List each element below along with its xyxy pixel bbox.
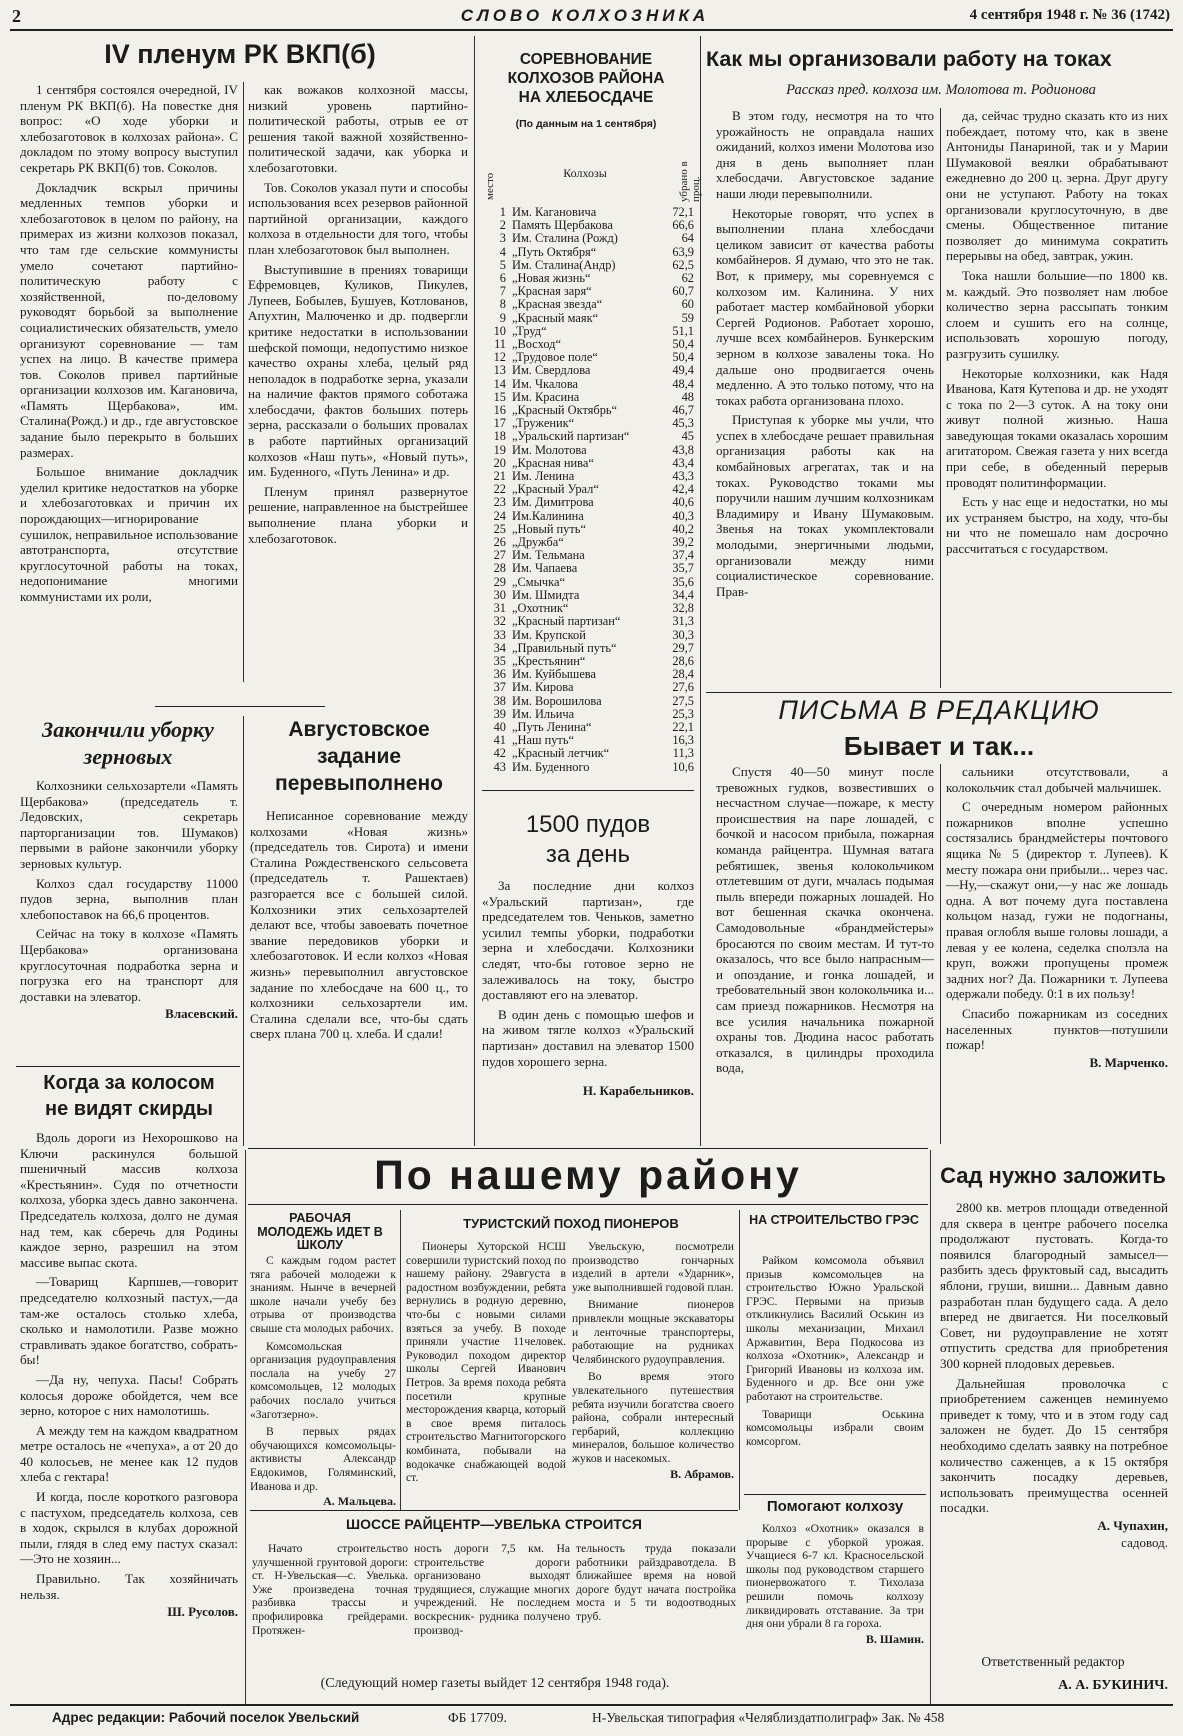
zakonchili-title: Закончили уборку зерновых	[42, 717, 214, 769]
competition-title-line: НА ХЛЕБОСДАЧЕ	[518, 89, 654, 106]
paragraph: —Товарищ Карпшев,—говорит председателю колхозный пастух,—да там-же осталось столько хлеба, сколько и намолотили. Разве можно стравливать эдакое богатство, собрать-бы!	[20, 1274, 238, 1368]
table-row	[482, 615, 694, 628]
competition-title-line: СОРЕВНОВАНИЕ	[519, 51, 653, 68]
row-value: 35,7	[672, 561, 694, 576]
row-place: 2	[499, 218, 506, 233]
row-name: Им.Калинина	[512, 508, 584, 523]
pudov-title-line: за день	[545, 841, 631, 868]
row-place: 12	[493, 350, 506, 365]
row-place: 26	[493, 535, 506, 550]
paragraph: Большое внимание докладчик уделил критике недостатков на уборке и хлебозаготовках и причин их порождающих—игнорирование сушилок, неправильное использование автотранспорта, отсутствие круглосуточной работы на токах, недопонимание многими коммунистами их роли,	[20, 464, 238, 604]
table-row	[482, 695, 694, 708]
row-name: Им. Ильича	[512, 706, 575, 721]
pudov-body	[482, 878, 694, 1148]
shosse-title: ШОССЕ РАЙЦЕНТР—УВЕЛЬКА СТРОИТСЯ	[346, 1516, 642, 1532]
row-place: 32	[493, 614, 506, 629]
column-rule	[243, 716, 244, 1146]
pomogayut-title: Помогают колхозу	[766, 1498, 904, 1515]
row-name: Им. Кагановича	[512, 205, 597, 219]
row-place: 3	[499, 231, 506, 246]
footer-address: Адрес редакции: Рабочий поселок Увельский	[52, 1710, 360, 1725]
row-place: 8	[499, 297, 506, 312]
column-rule	[245, 1150, 246, 1705]
row-name: Им. Сталина(Андр)	[512, 257, 616, 272]
signature: А. Чупахин,	[1097, 1517, 1168, 1533]
row-value: 48	[681, 389, 694, 404]
plenum-title: IV пленум РК ВКП(б)	[104, 39, 376, 69]
sad-body	[940, 1200, 1168, 1640]
paragraph: Комсомольская организация рудоуправления послала на учебу 27 комсомольцев, 12 молодых рабочих послало учиться «Заготзерно».	[250, 1339, 396, 1421]
column-rule	[474, 36, 475, 1146]
row-value: 22,1	[672, 719, 694, 734]
competition-title-line: КОЛХОЗОВ РАЙОНА	[507, 70, 665, 87]
section-rule	[706, 692, 1172, 693]
row-value: 11,3	[672, 746, 694, 761]
section-rule	[155, 706, 325, 707]
header-rule	[10, 29, 1173, 31]
paragraph: Внимание пионеров привлекли мощные экскаваторы и ленточные транспортеры, работающие на рудниках Челябинского рудоуправления.	[572, 1298, 734, 1366]
pudov-title	[480, 810, 696, 874]
column-rule	[739, 1210, 740, 1510]
row-value: 48,4	[672, 376, 694, 391]
signature: В. Шамин.	[865, 1631, 924, 1646]
row-name: „Охотник“	[512, 601, 569, 616]
table-row	[482, 576, 694, 589]
row-name: Им. Ворошилова	[512, 693, 602, 708]
row-name: „Новый путь“	[512, 521, 586, 536]
gres-title: НА СТРОИТЕЛЬСТВО ГРЭС	[749, 1213, 919, 1227]
row-name: „Восход“	[512, 337, 561, 352]
row-name: Им. Шмидта	[512, 587, 580, 602]
paragraph: Начато строительство улучшенной грунтовой дороги: ст. Н-Увельская—с. Увелька. Уже произведена точная разбивка трассы и профилировка грейдерами. Протяжен-	[252, 1542, 408, 1637]
row-value: 27,5	[672, 693, 694, 708]
row-place: 30	[493, 587, 506, 602]
paragraph: С каждым годом растет тяга рабочей молодежи к знаниям. Нынче в вечерней школе начали учебу без отрыва от производства свыше ста молодых рабочих.	[250, 1254, 396, 1335]
row-value: 50,4	[672, 337, 694, 352]
row-place: 41	[493, 733, 506, 748]
row-value: 34,4	[672, 587, 694, 602]
shosse-col1	[252, 1542, 408, 1662]
table-row	[482, 747, 694, 760]
row-place: 15	[493, 389, 506, 404]
row-place: 22	[493, 482, 506, 497]
table-row	[482, 681, 694, 694]
row-place: 14	[493, 376, 506, 391]
row-place: 42	[493, 746, 506, 761]
row-name: „Красная звезда“	[512, 297, 603, 312]
rayon-header: По нашему району	[374, 1152, 802, 1198]
col-header-name: Колхозы	[563, 166, 607, 180]
row-value: 42,4	[672, 482, 694, 497]
row-place: 9	[499, 310, 506, 325]
paragraph: Пленум принял развернутое решение, направленное на быстрейшее выполнение плана уборки и хлебозаготовок.	[248, 483, 468, 546]
paragraph: —Да ну, чепуха. Пасы! Собрать колосья дороже обойдется, чем все зерно, которое с них намолотишь.	[20, 1371, 238, 1419]
turist-title: ТУРИСТСКИЙ ПОХОД ПИОНЕРОВ	[463, 1216, 679, 1231]
row-name: Им. Чкалова	[512, 376, 579, 391]
table-row	[482, 642, 694, 655]
row-value: 30,3	[672, 627, 694, 642]
skirdy-title-line: не видят скирды	[45, 1098, 213, 1120]
row-name: „Красный летчик“	[512, 746, 610, 761]
row-place: 36	[493, 667, 506, 682]
row-value: 35,6	[672, 574, 694, 589]
shosse-col3	[576, 1542, 736, 1662]
competition-title	[480, 50, 692, 110]
row-value: 49,4	[672, 363, 694, 378]
row-value: 31,3	[672, 614, 694, 629]
row-name: „Труд“	[512, 323, 547, 338]
row-name: Им. Димитрова	[512, 495, 594, 510]
table-row	[482, 444, 694, 457]
column-rule	[700, 36, 701, 1146]
row-place: 29	[493, 574, 506, 589]
paragraph: Вдоль дороги из Нехорошково на Ключи раскинулся большой пшеничный массив колхоза «Крестьянин». Судя по отчетности колхоза, уборка здесь давно закончена. Председатель колхоза, долго не думая над тем, как сберечь для Родины каждое зерно, разрешил на этом массиве выпас скота.	[20, 1130, 238, 1270]
row-place: 20	[493, 455, 506, 470]
table-row	[482, 496, 694, 509]
section-rule	[250, 1510, 738, 1511]
signature-role: садовод.	[1121, 1535, 1168, 1551]
row-name: Им. Чапаева	[512, 561, 578, 576]
paragraph: Тов. Соколов указал пути и способы использования всех резервов районной партийной организации, каждого колхоза в отдельности для того, чтобы план хлебозаготовок был выполнен.	[248, 179, 468, 257]
section-rule	[248, 1148, 928, 1149]
paragraph: 2800 кв. метров площади отведенной для сквера в центре рабочего поселка продолжают пустовать. Когда-то появился благородный замысел—разбить здесь фруктовый сад, высадить яблони, груши, вишни... Давным давно разработан план будущего сада. А дело вперед не двигается. Ни поселковый Совет, ни рудоуправление не хотят отпустить средства для приобретения 300 корней плодовых деревьев.	[940, 1200, 1168, 1371]
row-name: „Красная нива“	[512, 455, 594, 470]
row-name: „Путь Октября“	[512, 244, 597, 259]
col-header-value: убрано в проц.	[678, 161, 702, 202]
paragraph: тельность труда показали работники райздравотдела. В ближайшее время на новой дороге будут начата постройка моста и 5 ти водоотводных труб.	[576, 1542, 736, 1623]
toka-title: Как мы организовали работу на токах	[706, 47, 1112, 71]
paragraph: С очередным номером районных пожарников вполне успешно состязались брандмейстеры почтового ящика № 5 (директор т. Лупеев). К месту пожара они прибыли... через час.—Ну,—скажут они,—у нас же лошадь одна. А вот почему дуга поставлена кольцом назад, гужи не подогнаны, правая оглобля выше головы лошади, а левая у ее колена, седелка сползла на круп, вожжи пропущены промеж задних ног? Да. Пожарники т. Лупеева одержали победу. 0:1 в их пользу!	[946, 799, 1168, 1002]
paragraph: И когда, после короткого разговора с пастухом, председатель колхоза, сев в ходок, скрылся в клубах дорожной пыли, глядя в след ему пастух сказал:—Это не хозяин...	[20, 1489, 238, 1567]
row-name: „Красный Урал“	[512, 482, 599, 497]
table-row	[482, 510, 694, 523]
row-place: 13	[493, 363, 506, 378]
toka-subtitle: Рассказ пред. колхоза им. Молотова т. Родионова	[786, 82, 1096, 98]
row-value: 60,7	[672, 284, 694, 299]
column-rule	[243, 82, 244, 682]
table-row	[482, 298, 694, 311]
byvaet-col2	[946, 764, 1168, 1148]
paragraph: Райком комсомола объявил призыв комсомольцев на строительство Южно Уральской ГРЭС. Первыми на призыв откликнулись Василий Оськин из школы механизации, Михаил Аржавитин, Вера Подкосова из колхоза «Охотник», Александр и Григорий Ивановы из колхоза им. Буденного и др. Все они уже работают на строительстве.	[746, 1254, 924, 1403]
row-name: Им. Ленина	[512, 469, 575, 484]
paragraph: Некоторые колхозники, как Надя Иванова, Катя Кутепова и др. не уходят с тока по 2—3 суток. А на току они живут полной жизнью. Наша заведующая токами оказалась хорошим агитатором. Свежая газета у них всегда при себе, в обеденный перерыв проводят политинформации.	[946, 365, 1168, 490]
row-place: 28	[493, 561, 506, 576]
section-rule	[744, 1494, 926, 1495]
row-place: 40	[493, 719, 506, 734]
pomogayut-body	[746, 1522, 924, 1672]
paragraph: Спустя 40—50 минут после тревожных гудков, возвестивших о несчастном случае—пожаре, к месту происшествия на паре лошадей, с бочкой и насосом прибыла, пожарная команда райцентра. Шумная ватага ребятишек, звенья колокольчиком отлетевшим от дуги, мчалась подымая пыль впереди пожарных лошадей. Но вот бешенная скачка окончена. Самодовольные «брандмейстеры» бросаются по своим местам. И тут-то оказалось, что все было напрасным—и опоздание, и гонка лошадей, и требовательный звон колокольчика и... сам приезд пожарников. Несмотря на все усилия начальника пожарной охраны тов. Дюдина насос работать отказался, в цилиндры проходила вода,	[716, 764, 934, 1076]
letters-header: ПИСЬМА В РЕДАКЦИЮ	[778, 695, 1100, 725]
row-name: „Путь Ленина“	[512, 719, 592, 734]
shosse-col2	[414, 1542, 570, 1662]
row-place: 11	[494, 337, 506, 352]
page-number: 2	[12, 6, 21, 26]
competition-subtitle: (По данным на 1 сентября)	[515, 118, 657, 130]
row-place: 33	[493, 627, 506, 642]
col-header-place: место	[484, 172, 496, 200]
row-place: 18	[493, 429, 506, 444]
row-name: Им. Кирова	[512, 680, 574, 695]
row-name: „Дружба“	[512, 535, 564, 550]
column-rule	[930, 1150, 931, 1705]
row-name: Им. Крупской	[512, 627, 586, 642]
skirdy-title-line: Когда за колосом	[43, 1072, 215, 1094]
signature: Ш. Русолов.	[167, 1604, 238, 1620]
row-value: 10,6	[672, 759, 694, 774]
table-row	[482, 246, 694, 259]
column-rule	[940, 764, 941, 1144]
row-name: Им. Сталина (Рожд)	[512, 231, 618, 246]
row-name: Им. Красина	[512, 389, 580, 404]
row-place: 25	[493, 521, 506, 536]
row-name: „Трудовое поле“	[512, 350, 598, 365]
footer-code: ФБ 17709.	[448, 1710, 507, 1725]
row-name: „Уральский партизан“	[512, 429, 630, 444]
row-value: 32,8	[672, 601, 694, 616]
row-place: 4	[499, 244, 506, 259]
row-value: 43,3	[672, 469, 694, 484]
row-value: 66,6	[672, 218, 694, 233]
paragraph: Колхоз «Охотник» оказался в прорыве с уборкой урожая. Учащиеся 6-7 кл. Красносельской школы под руководством старшего пионервожатого т. Тихолаза решили помочь колхозу ликвидировать отставание. За три дня они убрали 8 га гороха.	[746, 1522, 924, 1631]
row-place: 7	[499, 284, 506, 299]
row-name: Память Щербакова	[512, 218, 613, 233]
section-rule	[16, 1066, 240, 1067]
row-value: 43,8	[672, 442, 694, 457]
table-row	[482, 629, 694, 642]
row-value: 63,9	[672, 244, 694, 259]
table-row	[482, 562, 694, 575]
row-name: „Правильный путь“	[512, 640, 617, 655]
row-name: „Красный маяк“	[512, 310, 599, 325]
column-rule	[940, 108, 941, 688]
paragraph: сальники отсутствовали, а колокольчик стал добычей мальчишек.	[946, 764, 1168, 795]
competition-rows	[482, 206, 694, 774]
section-rule	[482, 790, 694, 791]
row-value: 25,3	[672, 706, 694, 721]
row-value: 27,6	[672, 680, 694, 695]
row-name: „Смычка“	[512, 574, 565, 589]
row-value: 28,4	[672, 667, 694, 682]
paragraph: 1 сентября состоялся очередной, IV пленум РК ВКП(б). На повестке дня вопрос: «О ходе уборки и хлебозаготовок в колхозах района». С докладом по этому вопросу выступил секретарь РК ВКП(б) тов. Соколов.	[20, 82, 238, 175]
row-name: „Красный Октябрь“	[512, 403, 618, 418]
row-value: 62,5	[672, 257, 694, 272]
row-place: 10	[493, 323, 506, 338]
molodezh-body	[250, 1254, 396, 1514]
avgust-title: Августовское задание перевыполнено	[275, 718, 443, 795]
row-value: 46,7	[672, 403, 694, 418]
paragraph: ность дороги 7,5 км. На строительстве дороги организовано выходят трудящиеся, служащие многих учреждений. Не последнем воскресник- рудника получено производ-	[414, 1542, 570, 1637]
row-name: „Крестьянин“	[512, 653, 586, 668]
row-place: 21	[493, 469, 506, 484]
row-place: 19	[493, 442, 506, 457]
row-value: 40,3	[672, 508, 694, 523]
row-value: 64	[681, 231, 694, 246]
editor-name: А. А. БУКИНИЧ.	[1058, 1678, 1168, 1693]
row-name: „Красная заря“	[512, 284, 592, 299]
table-row	[482, 708, 694, 721]
paragraph: Выступившие в прениях товарищи Ефремовцев, Куликов, Пикулев, Лупеев, Бобылев, Бушуев, Котлованов, Апухтин, Малюченко и др. подвергли критике недостатки в использовании шефской помощи, недопустимо низкое качество охраны хлеба, целый ряд неполадок в подработке зерна, указали на наличие фактов прямого соботажа хлебосдачи, фактов больших потерь зерна, рассказали о больших провалах в работе партийных организаций колхозов «Наш путь», «Новый путь», им. Буденного, «Путь Ленина» и др.	[248, 261, 468, 480]
masthead: СЛОВО КОЛХОЗНИКА	[460, 6, 710, 25]
row-name: Им. Буденного	[512, 759, 590, 774]
zakonchili-body	[20, 778, 238, 1058]
paragraph: Тока нашли большие—по 1800 кв. м. каждый. Это позволяет нам любое количество зерна рассыпать тонким слоем и сушить его на солнце, использовать хорошую погоду, разгрузить сушилку.	[946, 267, 1168, 361]
row-place: 16	[493, 403, 506, 418]
row-place: 37	[493, 680, 506, 695]
paragraph: В один день с помощью шефов и на живом тягле колхоз «Уральский партизан» доставил на элеватор 1500 пудов хорошего зерна.	[482, 1006, 694, 1069]
paragraph: Есть у нас еще и недостатки, но мы их устраняем быстро, на ходу, что-бы ни что не помешало нам досрочно рассчитаться с государством.	[946, 494, 1168, 557]
row-place: 34	[493, 640, 506, 655]
row-name: Им. Молотова	[512, 442, 587, 457]
paragraph: Пионеры Хуторской НСШ совершили туристский поход по нашему району. 29августа в радостном возбуждении, ребята вернулись в родную деревню, что-бы с новыми силами взяться за учебу. В походе приняли участие 11человек. Руководил походом директор школы Сергей Иванович Петров. За время похода ребята посетили крупные месторождения кварца, который в свое время питалось строительство Магнитогорского комбината, побывали на водокачке снабжающей водой ст.	[406, 1240, 566, 1485]
row-place: 27	[493, 548, 506, 563]
row-value: 29,7	[672, 640, 694, 655]
toka-col1	[716, 108, 934, 694]
skirdy-body	[20, 1130, 238, 1705]
paragraph: В первых рядах обучающихся комсомольцы-активисты Александр Евдокимов, Голяминский, Иванова и др.	[250, 1425, 396, 1493]
paragraph: Колхоз сдал государству 11000 пудов зерна, выполнив план хлебопоставок на 66,6 процентов.	[20, 875, 238, 922]
paragraph: Приступая к уборке мы учли, что успех в хлебосдаче решает правильная организация работы как на комбайновых агрегатах, так и на токах. Руководство токами мы поручили нашим лучшим колхозникам Владимиру и Ивану Шумаковым. Звенья на токах укомплектовали молодыми, энергичными людьми, организовали между ними социалистическое соревнование. Прав-	[716, 412, 934, 599]
sad-title: Сад нужно заложить	[940, 1163, 1166, 1188]
byvaet-title: Бывает и так...	[843, 731, 1035, 761]
row-name: Им. Тельмана	[512, 548, 585, 563]
row-place: 31	[493, 601, 506, 616]
row-value: 45	[681, 429, 694, 444]
toka-col2	[946, 108, 1168, 694]
table-row	[482, 312, 694, 325]
row-value: 59	[681, 310, 694, 325]
row-name: „Новая жизнь“	[512, 271, 591, 286]
avgust-body	[250, 808, 468, 1138]
row-name: „Труженик“	[512, 416, 575, 431]
plenum-col1	[20, 82, 238, 682]
row-value: 28,6	[672, 653, 694, 668]
column-rule	[400, 1210, 401, 1510]
paragraph: За последние дни колхоз «Уральский партизан», где председателем тов. Ченьков, заметно усилил темпы уборки, подработки зерна и хлебосдачи. Колхозники следят, что-бы готовое зерно не залеживалось на току, быстро доставляют его на элеватор.	[482, 878, 694, 1003]
footer-printer: Н-Увельская типография «Челяблиздатполиграф» Зак. № 458	[592, 1710, 945, 1725]
turist-col2	[572, 1240, 734, 1512]
row-place: 39	[493, 706, 506, 721]
row-place: 6	[499, 271, 506, 286]
paragraph: Докладчик вскрыл причины медленных темпов уборки и хлебозаготовок в целом по району, на примерах из жизни колхозов показал, что там где сельские коммунисты умело сочетают партийно-политическую работу с хозяйственной, по-деловому руководят борьбой за выполнение социалистических обязательств, умело организуют соревнование — там успех на лицо. В качестве примера тов. Соколов привел партийные организации колхозов им. Кагановича, «Память Щербакова», им. Сталина(Рожд.) и др., где августовское задание было перекрыто в больших размерах.	[20, 179, 238, 460]
row-place: 1	[499, 205, 506, 219]
paragraph: да, сейчас трудно сказать кто из них побеждает, потому что, как в звене Антониды Панариной, так и у Марии Шумаковой веялки обрабатывают ежедневно до 200 ц. зерна. Друг другу они не уступают. Работу на токах организовали круглосуточную, в две смены. Общественное питание позволяет до минимума сократить перерывы на обед, завтрак, ужин.	[946, 108, 1168, 264]
row-value: 51,1	[672, 323, 694, 338]
row-value: 37,4	[672, 548, 694, 563]
paragraph: Правильно. Так хозяйничать нельзя.	[20, 1571, 238, 1602]
signature: Власевский.	[165, 1006, 238, 1022]
byvaet-col1	[716, 764, 934, 1148]
paragraph: Дальнейшая проволочка с приобретением саженцев неминуемо приведет к тому, что и в этом году сад заложен не будет. До 15 сентября необходимо сделать заявку на потребное количество саженцев, а к 15 октября закончить посадку деревьев, использовать преимущества осенней посадки.	[940, 1375, 1168, 1516]
editor-label: Ответственный редактор	[981, 1654, 1125, 1669]
table-row	[482, 761, 694, 774]
row-place: 17	[493, 416, 506, 431]
paragraph: В этом году, несмотря на то что урожайность не оправдала наших ожиданий, колхоз имени Молотова изо дня в день выполняет план хлебосдачи. Августовское задание наши люди перевыполнили.	[716, 108, 934, 201]
row-place: 24	[493, 508, 506, 523]
paragraph: как вожаков колхозной массы, низкий уровень партийно-политической работы, отрыв ее от решения такой важной хозяйственно-политической задачи, как уборка и хлебозаготовки.	[248, 82, 468, 175]
paragraph: Сейчас на току в колхозе «Память Щербакова» организована круглосуточная подработка зерна и погрузка его на транспорт для доставки на элеватор.	[20, 926, 238, 1004]
row-value: 72,1	[672, 205, 694, 219]
paragraph: Увельскую, посмотрели производство гончарных изделий в артели «Ударник», уже выполнившей годовой план.	[572, 1240, 734, 1294]
row-name: Им. Куйбышева	[512, 667, 596, 682]
row-place: 43	[493, 759, 506, 774]
paragraph: Колхозники сельхозартели «Память Щербакова» (председатель т. Ледовских, секретарь парторганизации тов. Шумаков) первыми в районе закончили уборку зерновых культур.	[20, 778, 238, 871]
table-row	[482, 378, 694, 391]
next-issue: (Следующий номер газеты выйдет 12 сентября 1948 года).	[320, 1676, 670, 1691]
row-value: 40,2	[672, 521, 694, 536]
paragraph: Неписанное соревнование между колхозами «Новая жизнь» (председатель тов. Сирота) и имени Сталина Рождественского сельсовета (председатель т. Рашектаев) разгорается все с большей силой. Колхозники этих сельхозартелей делают все, чтобы завоевать почетное звание передовиков уборки и хлебозаготовок. И если колхоз «Новая жизнь» перевыполнил августовское задание по хлебосдаче на 600 ц., то колхозники сельхозартели им. Сталина сделали все, что-бы сдать сверх плана 700 ц. хлеба. И сдали!	[250, 808, 468, 1042]
row-value: 62	[681, 271, 694, 286]
footer-rule	[10, 1704, 1173, 1706]
paragraph: Товарищи Оськина комсомольцы избрали своим комсоргом.	[746, 1407, 924, 1448]
row-name: „Красный партизан“	[512, 614, 621, 629]
pudov-title-line: 1500 пудов	[525, 811, 651, 838]
table-row	[482, 232, 694, 245]
turist-col1	[406, 1240, 566, 1512]
row-value: 40,6	[672, 495, 694, 510]
signature: В. Марченко.	[1089, 1054, 1168, 1070]
row-place: 35	[493, 653, 506, 668]
section-rule	[248, 1204, 928, 1205]
plenum-col2	[248, 82, 468, 682]
signature: А. Мальцева.	[323, 1494, 396, 1509]
row-place: 5	[499, 257, 506, 272]
signature: Н. Карабельников.	[582, 1083, 694, 1099]
molodezh-title: РАБОЧАЯ МОЛОДЕЖЬ ИДЕТ В ШКОЛУ	[257, 1211, 383, 1253]
competition-table	[482, 206, 694, 786]
row-value: 39,2	[672, 535, 694, 550]
paragraph: А между тем на каждом квадратном метре осталось не «чепуха», а от 20 до 40 колосьев, не менее как 12 пудов хлеба с гектара!	[20, 1422, 238, 1485]
paragraph: Во время этого увлекательного путешествия ребята изучили богатства своего района, собрали интересный гербарий, коллекцию минералов, большое количество жуков и насекомых.	[572, 1370, 734, 1465]
paragraph: Спасибо пожарникам из соседних населенных пунктов—потушили пожар!	[946, 1005, 1168, 1053]
table-row	[482, 430, 694, 443]
gres-body	[746, 1254, 924, 1494]
row-name: Им. Свердлова	[512, 363, 591, 378]
skirdy-title	[16, 1070, 242, 1128]
row-value: 45,3	[672, 416, 694, 431]
date-issue: 4 сентября 1948 г. № 36 (1742)	[969, 7, 1170, 23]
table-row	[482, 364, 694, 377]
row-value: 16,3	[672, 733, 694, 748]
row-place: 23	[493, 495, 506, 510]
signature: В. Абрамов.	[670, 1466, 734, 1481]
row-place: 38	[493, 693, 506, 708]
row-value: 50,4	[672, 350, 694, 365]
paragraph: Некоторые говорят, что успех в выполнении плана хлебосдачи целиком зависит от качества работы комбайнеров. Я думаю, что это не так. Вот, к примеру, мы соревнуемся с колхозом им. Калинина. У них работает мастер комбайновой уборки Сергей Родионов. Работает хорошо, лучше всех комбайнеров. Бункерским зерном в колхозе завалены тока. Но дальше оно продвигается очень медленно. А это только потому, что на токах работа организована плохо.	[716, 205, 934, 408]
row-name: „Наш путь“	[512, 733, 574, 748]
row-value: 60	[681, 297, 694, 312]
row-value: 43,4	[672, 455, 694, 470]
